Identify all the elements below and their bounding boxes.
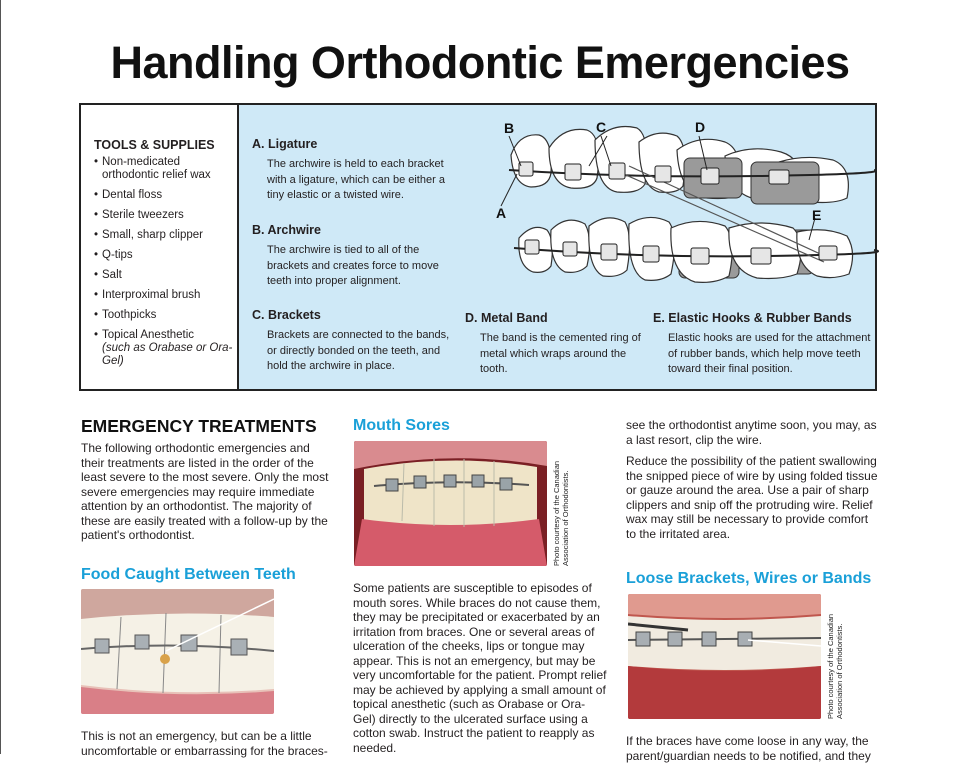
definition-title: A. Ligature: [252, 137, 318, 151]
definition-ligature: [252, 137, 457, 204]
list-item: • Q-tips: [94, 249, 234, 262]
diagram-label-d: D: [695, 119, 706, 135]
wire-clip-text: [626, 418, 878, 548]
definition-archwire: [252, 223, 457, 290]
mouth-sores-text: Some patients are susceptible to episodes of mouth sores. While braces do not cause them, they may be precipitated or exacerbated by an irritation from braces. One or several areas of ulceration of the cheeks, lips or tongue may appear. This is not an emergency, but may be very uncomfortable for the patient. Prompt relief may be achieved by applying a small amount of topical anesthetic (such as Orabase or Ora-Gel) directly to the ulcerated surface using a cotton swab. Instruct the patient to reapply as needed.: [353, 581, 607, 755]
mouth-sores-credit: Photo courtesy of the Canadian Association of Orthodontists.: [552, 460, 570, 566]
definition-text: The band is the cemented ring of metal which wraps around the tooth.: [480, 332, 641, 375]
wire-safety-paragraph: Reduce the possibility of the patient swallowing the snipped piece of wire by using folded tissue or gauze around the area. Use a pair of sharp clippers and snip off the protruding wire. Relief wax may still be necessary to provide comfort to the irritated area.: [626, 454, 878, 541]
definition-text: The archwire is held to each bracket with a ligature, which can be either a tiny elastic or a twisted wire.: [267, 158, 445, 201]
mouth-sores-photo: [354, 441, 547, 566]
mouth-sores-heading: Mouth Sores: [353, 417, 450, 434]
definition-metal-band: [465, 311, 645, 378]
list-item: • Small, sharp clipper: [94, 229, 234, 242]
list-item: • Interproximal brush: [94, 289, 234, 302]
tools-supplies-panel: [81, 105, 239, 389]
emergency-intro: The following orthodontic emergencies and their treatments are listed in the order of the least severe to the most severe. Only the most severe emergencies may require immediate attention by an orthodontist. The majority of these are easily treated with a follow-up by the patient's orthodontist.: [81, 441, 329, 542]
definition-title: C. Brackets: [252, 308, 321, 322]
definition-text: Brackets are connected to the bands, or directly bonded on the teeth, and hold the archwire in place.: [267, 329, 450, 372]
page-title: Handling Orthodontic Emergencies: [110, 37, 850, 88]
wire-clip-paragraph: see the orthodontist anytime soon, you may, as a last resort, clip the wire.: [626, 418, 877, 447]
braces-info-box: [79, 103, 877, 391]
diagram-label-e: E: [812, 207, 822, 223]
food-photo: [81, 589, 274, 714]
definition-brackets: [252, 308, 457, 375]
loose-brackets-photo-image: [628, 594, 821, 719]
loose-brackets-credit: Photo courtesy of the Canadian Association of Orthodontists.: [826, 613, 844, 719]
anatomy-panel: [239, 105, 875, 389]
diagram-label-a: A: [496, 205, 507, 221]
list-item: • Sterile tweezers: [94, 209, 234, 222]
list-item: • Toothpicks: [94, 309, 234, 322]
braces-diagram: [479, 110, 879, 305]
diagram-label-b: B: [504, 120, 515, 136]
food-heading: Food Caught Between Teeth: [81, 566, 296, 583]
left-edge-line: [0, 0, 1, 754]
list-item: • Dental floss: [94, 189, 234, 202]
list-item: • Non-medicated orthodontic relief wax: [94, 156, 234, 182]
list-item-label: Topical Anesthetic: [102, 329, 195, 341]
food-photo-image: [81, 589, 274, 714]
diagram-label-c: C: [596, 119, 607, 135]
tools-list: [94, 156, 234, 375]
list-item: • Salt: [94, 269, 234, 282]
mouth-sores-photo-image: [354, 441, 547, 566]
definition-text: The archwire is tied to all of the brackets and creates force to move teeth into proper alignment.: [267, 244, 439, 287]
definition-title: E. Elastic Hooks & Rubber Bands: [653, 311, 852, 325]
definition-title: B. Archwire: [252, 223, 322, 237]
loose-brackets-photo: [628, 594, 821, 719]
definition-elastic-hooks: [653, 311, 873, 378]
emergency-heading: EMERGENCY TREATMENTS: [81, 416, 317, 436]
food-text: This is not an emergency, but can be a little uncomfortable or embarrassing for the braces-: [81, 729, 328, 758]
list-item: [94, 329, 234, 368]
list-item-note: (such as Orabase or Ora-Gel): [102, 342, 233, 367]
loose-brackets-text: If the braces have come loose in any way, the parent/guardian needs to be notified, and they: [626, 734, 871, 763]
loose-brackets-heading: Loose Brackets, Wires or Bands: [626, 570, 872, 587]
definition-title: D. Metal Band: [465, 311, 548, 325]
tools-heading: TOOLS & SUPPLIES: [94, 138, 215, 152]
definition-text: Elastic hooks are used for the attachment of rubber bands, which help move teeth toward their final position.: [668, 332, 871, 375]
